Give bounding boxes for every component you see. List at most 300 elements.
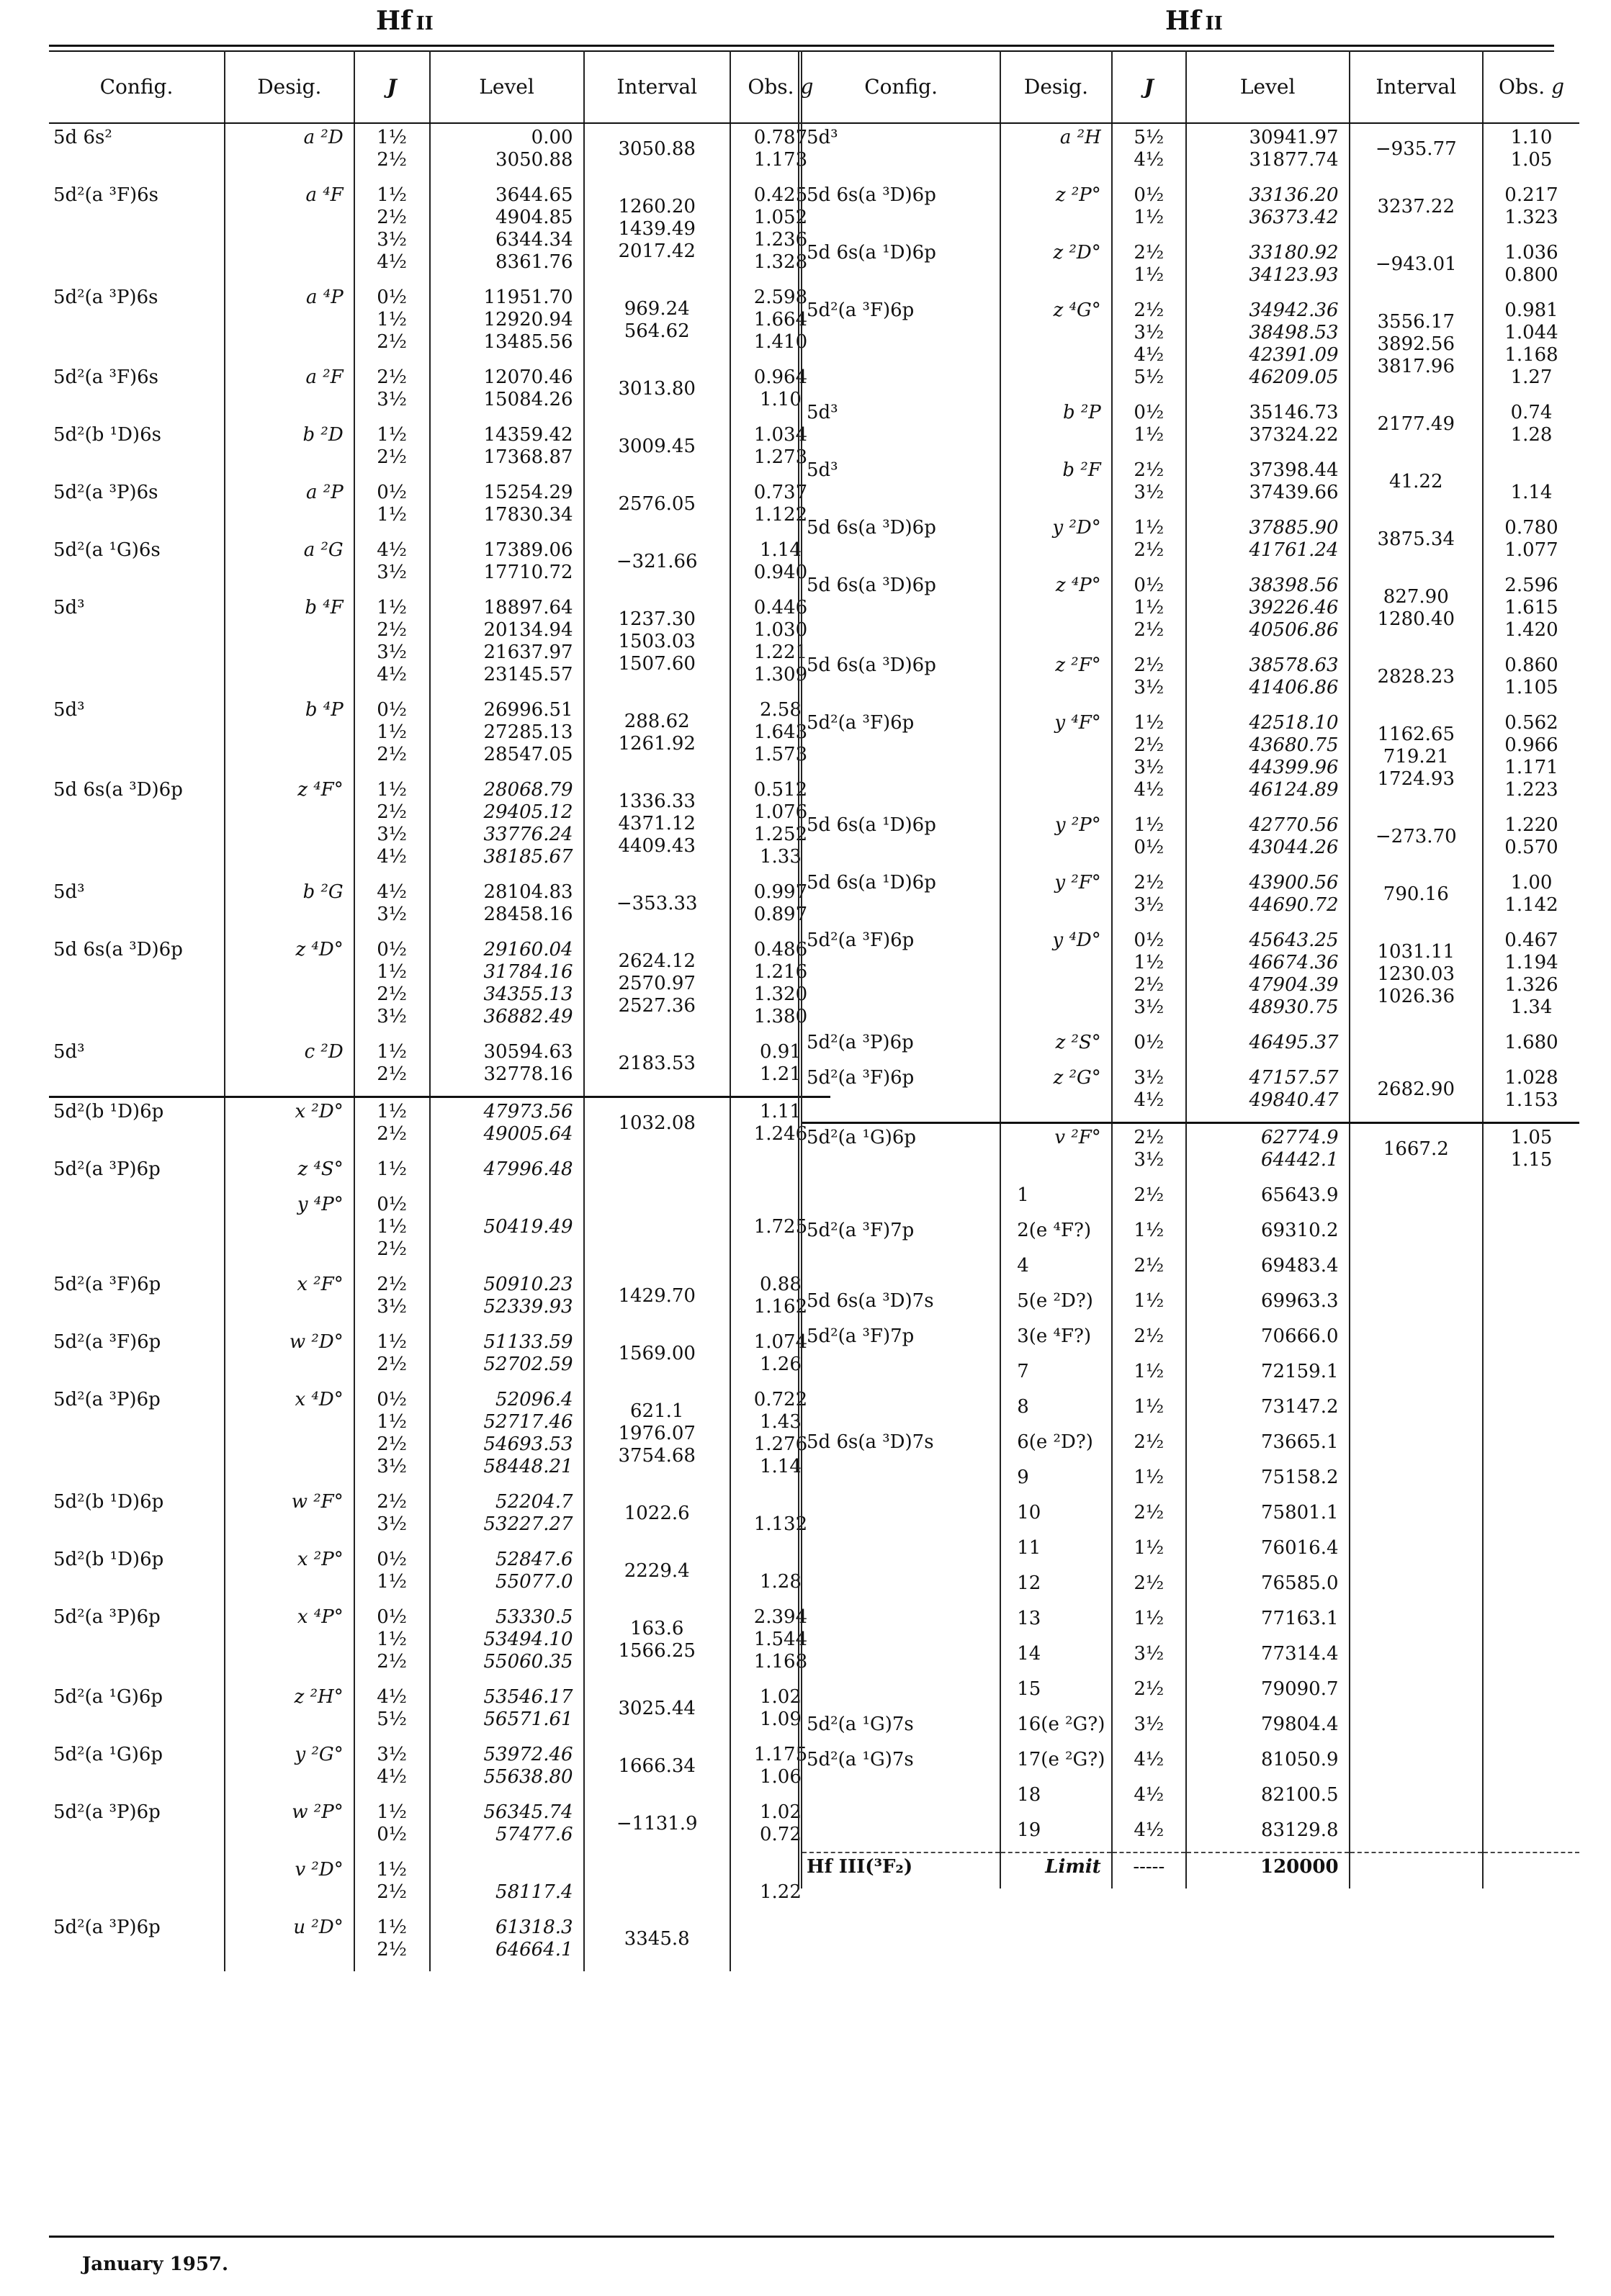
left-level-cell [430, 1386, 584, 1488]
right-j-value: 1½ [1134, 1396, 1165, 1418]
right-interval-cell [1350, 297, 1483, 399]
left-level-value: 6344.34 [495, 229, 573, 251]
right-g-cell [1483, 1499, 1579, 1534]
right-desig: 1 [1017, 1184, 1029, 1206]
left-interval [589, 1274, 725, 1307]
left-j-cell [354, 594, 430, 696]
left-level-value: 27285.13 [483, 721, 573, 743]
left-level-value: 17830.34 [483, 504, 573, 526]
right-interval-value: 2682.90 [1377, 1078, 1455, 1100]
right-desig: 18 [1017, 1784, 1041, 1806]
left-interval-value: 2183.53 [618, 1052, 696, 1074]
left-j-cell [354, 536, 430, 594]
right-desig-cell [1000, 239, 1112, 297]
right-interval [1355, 575, 1478, 631]
right-level-cell [1186, 1323, 1350, 1358]
right-config-cell [800, 399, 1000, 456]
right-level-value: 81050.9 [1261, 1749, 1339, 1770]
right-desig: 10 [1017, 1502, 1041, 1523]
left-level-value: 52847.6 [495, 1549, 573, 1570]
left-config: 5d²(a ³F)6p [53, 1274, 161, 1295]
left-level-value: 12920.94 [483, 309, 573, 330]
right-interval-cell [1350, 1605, 1483, 1640]
right-desig-cell [1000, 1781, 1112, 1816]
left-level [435, 881, 573, 926]
right-config-cell [800, 1534, 1000, 1570]
left-desig-cell [225, 1914, 354, 1971]
right-config: 5d²(a ³F)6p [807, 712, 915, 734]
right-level [1191, 1572, 1339, 1595]
right-desig: z ²P° [1055, 184, 1101, 206]
left-j [359, 1686, 425, 1731]
right-level-value: 79090.7 [1261, 1678, 1339, 1700]
right-level [1191, 1643, 1339, 1665]
left-j [359, 1801, 425, 1846]
left-interval [589, 366, 725, 400]
left-j-value: 4½ [377, 1766, 407, 1788]
right-desig-cell [1000, 1464, 1112, 1499]
right-g-cell [1483, 1358, 1579, 1393]
right-j-value: 2½ [1134, 1184, 1165, 1206]
left-j-value: 4½ [377, 664, 407, 685]
left-interval-value: 1666.34 [618, 1755, 696, 1777]
right-j [1117, 575, 1181, 641]
left-desig: c ²D [304, 1041, 344, 1063]
right-j [1117, 127, 1181, 171]
right-g-cell [1483, 1640, 1579, 1675]
left-level [435, 939, 573, 1028]
left-j-value: 2½ [377, 744, 407, 765]
right-row [800, 1287, 1579, 1323]
right-j [1117, 654, 1181, 699]
right-j-value: 3½ [1134, 677, 1165, 698]
left-desig: w ²P° [292, 1801, 344, 1823]
left-j-value: 1½ [377, 504, 407, 526]
left-j [359, 184, 425, 274]
right-config-cell [800, 1029, 1000, 1064]
left-g-value: 1.246 [753, 1123, 808, 1145]
left-level-value: 56571.61 [483, 1709, 573, 1730]
left-row [49, 1488, 830, 1546]
right-g-value: 1.044 [1504, 322, 1558, 343]
left-j-value: 1½ [377, 1917, 407, 1938]
left-level-cell [430, 696, 584, 776]
left-j [359, 939, 425, 1028]
right-interval-cell [1350, 869, 1483, 927]
left-level [435, 1274, 573, 1318]
left-config: 5d²(a ³P)6p [53, 1606, 161, 1628]
right-interval [1355, 517, 1478, 551]
left-level-value: 53330.5 [495, 1606, 573, 1628]
right-interval-cell [1350, 1534, 1483, 1570]
right-g-cell [1483, 1781, 1579, 1816]
right-row [800, 1464, 1579, 1499]
right-level-cell [1186, 1123, 1350, 1182]
right-level-value: 34123.93 [1249, 264, 1339, 286]
left-j-value: 2½ [377, 619, 407, 641]
right-g-cell [1483, 1464, 1579, 1499]
right-j-cell [1112, 572, 1186, 652]
right-g-cell [1483, 1675, 1579, 1711]
right-level-cell [1186, 1781, 1350, 1816]
left-interval-value: 1439.49 [618, 217, 696, 240]
right-row [800, 1393, 1579, 1428]
right-g-cell [1483, 811, 1579, 869]
left-g-value: 1.14 [759, 1456, 802, 1477]
right-level [1191, 1678, 1339, 1701]
right-g-value: 1.15 [1510, 1149, 1553, 1171]
right-desig: y ²P° [1054, 814, 1101, 836]
left-config: 5d²(a ³P)6s [53, 287, 158, 308]
right-interval [1355, 929, 1478, 1008]
right-row [800, 1029, 1579, 1064]
left-header-desig: Desig. [225, 50, 354, 123]
left-table [49, 50, 830, 1971]
left-level-cell [430, 1038, 584, 1097]
left-desig-cell [225, 936, 354, 1038]
right-level-cell [1186, 1393, 1350, 1428]
right-config: 5d²(a ³P)6p [807, 1032, 914, 1053]
left-g-value: 1.544 [753, 1629, 808, 1650]
left-row [49, 123, 830, 181]
left-j-value: 1½ [377, 961, 407, 983]
right-desig-cell [1000, 1816, 1112, 1852]
right-level-value: 69963.3 [1261, 1290, 1339, 1312]
right-j-value: 0½ [1134, 575, 1165, 596]
left-interval-value: 1260.20 [618, 195, 696, 217]
left-g-value: 1.052 [753, 207, 808, 228]
right-g-value: 0.800 [1504, 264, 1558, 286]
right-config-cell [800, 1252, 1000, 1287]
right-desig-cell [1000, 869, 1112, 927]
right-interval-cell [1350, 514, 1483, 572]
right-j-value: 2½ [1134, 1255, 1165, 1277]
right-g-value: 1.194 [1504, 952, 1558, 973]
right-j [1117, 1537, 1181, 1559]
left-j-value: 0½ [377, 1824, 407, 1845]
right-level-cell [1186, 1287, 1350, 1323]
right-g-cell [1483, 927, 1579, 1029]
right-level [1191, 1819, 1339, 1842]
right-g-cell [1483, 1393, 1579, 1428]
right-interval-value: 3556.17 [1377, 310, 1455, 333]
right-row [800, 709, 1579, 811]
right-j [1117, 1220, 1181, 1242]
right-level-cell [1186, 239, 1350, 297]
left-interval [589, 597, 725, 675]
left-desig: b ⁴P [305, 699, 344, 721]
right-g-value: 0.467 [1504, 929, 1558, 951]
left-config-cell [49, 936, 225, 1038]
left-desig-cell [225, 1156, 354, 1191]
left-interval-value: 3025.44 [618, 1697, 696, 1719]
left-interval [589, 482, 725, 516]
left-level-value: 52339.93 [483, 1296, 573, 1318]
left-level-value: 50910.23 [483, 1274, 573, 1295]
right-level-cell [1186, 181, 1350, 239]
right-g-cell [1483, 1064, 1579, 1123]
right-j [1117, 1325, 1181, 1348]
left-config-cell [49, 1683, 225, 1741]
left-desig: x ²F° [297, 1274, 344, 1295]
right-row [800, 1746, 1579, 1781]
right-level-cell [1186, 456, 1350, 514]
right-interval-cell [1350, 1393, 1483, 1428]
right-config-cell [800, 239, 1000, 297]
left-g-value: 1.276 [753, 1433, 808, 1455]
left-row [49, 1386, 830, 1488]
right-interval [1355, 1127, 1478, 1161]
right-g-cell [1483, 572, 1579, 652]
left-desig: a ⁴F [305, 184, 344, 206]
right-level-cell [1186, 927, 1350, 1029]
left-desig: z ⁴F° [297, 779, 344, 801]
right-interval-cell [1350, 1064, 1483, 1123]
left-level-cell [430, 594, 584, 696]
left-j-value: 0½ [377, 699, 407, 721]
left-g-value: 0.964 [753, 366, 808, 388]
left-level-value: 33776.24 [483, 824, 573, 845]
left-level [435, 1491, 573, 1536]
left-interval-value: 1976.07 [618, 1422, 696, 1444]
right-desig-cell [1000, 123, 1112, 181]
left-j-value: 2½ [377, 801, 407, 823]
left-config: 5d²(a ¹G)6s [53, 539, 161, 561]
left-level-value: 28068.79 [483, 779, 573, 801]
right-g-cell [1483, 1252, 1579, 1287]
right-config: 5d³ [807, 459, 838, 481]
left-j-value: 0½ [377, 287, 407, 308]
left-g-value: 0.425 [753, 184, 808, 206]
right-interval-value: 1667.2 [1383, 1138, 1449, 1160]
left-header-row [49, 50, 830, 123]
right-interval-cell [1350, 1217, 1483, 1252]
right-config-cell [800, 1064, 1000, 1123]
left-j-cell [354, 1097, 430, 1156]
right-g-cell [1483, 1217, 1579, 1252]
left-level-cell [430, 364, 584, 421]
right-interval-cell [1350, 1852, 1483, 1888]
left-interval [589, 939, 725, 1017]
left-level-value: 17389.06 [483, 539, 573, 561]
left-g-value: 0.446 [753, 597, 808, 618]
left-level [435, 1686, 573, 1731]
right-desig: 3(e ⁴F?) [1017, 1325, 1092, 1347]
right-j [1117, 1784, 1181, 1806]
left-level-value: 56345.74 [483, 1801, 573, 1823]
right-j [1117, 459, 1181, 504]
left-interval-cell [584, 1097, 730, 1156]
right-row [800, 514, 1579, 572]
right-g [1488, 402, 1575, 446]
right-desig: y ⁴F° [1054, 712, 1101, 734]
left-j [359, 127, 425, 171]
right-interval-cell [1350, 1358, 1483, 1393]
left-j-value: 2½ [377, 1491, 407, 1513]
left-interval [589, 1389, 725, 1467]
left-desig: a ⁴P [306, 287, 344, 308]
right-g-value: 1.153 [1504, 1089, 1558, 1111]
right-g-cell [1483, 1534, 1579, 1570]
left-desig-cell [225, 421, 354, 479]
left-level [435, 1041, 573, 1086]
left-g-value: 1.10 [759, 389, 802, 410]
left-level-value: 47973.56 [483, 1101, 573, 1122]
right-j [1117, 1856, 1181, 1878]
right-level-value: 82100.5 [1261, 1784, 1339, 1806]
left-config-cell [49, 1386, 225, 1488]
right-desig: 4 [1017, 1255, 1029, 1277]
left-j-cell [354, 776, 430, 878]
left-desig: a ²F [305, 366, 344, 388]
right-g-value: 0.570 [1504, 837, 1558, 858]
right-interval-cell [1350, 1675, 1483, 1711]
right-desig-cell [1000, 1746, 1112, 1781]
left-interval-cell [584, 1271, 730, 1328]
left-j-value: 2½ [377, 983, 407, 1005]
left-level-value: 29405.12 [483, 801, 573, 823]
right-interval-cell [1350, 1746, 1483, 1781]
left-interval-cell [584, 364, 730, 421]
right-g-value: 1.27 [1510, 366, 1553, 388]
left-desig-cell [225, 1798, 354, 1856]
left-j-value: 0½ [377, 1194, 407, 1215]
left-config-cell [49, 123, 225, 181]
right-config-cell [800, 1181, 1000, 1217]
right-desig-cell [1000, 1675, 1112, 1711]
right-level [1191, 872, 1339, 917]
left-desig: x ²D° [295, 1101, 344, 1122]
left-level-value: 57477.6 [495, 1824, 573, 1845]
right-level-value: 47157.57 [1249, 1067, 1339, 1089]
right-desig-cell [1000, 1064, 1112, 1123]
right-config-cell [800, 1287, 1000, 1323]
left-interval-cell [584, 1741, 730, 1798]
left-j-value: 2½ [377, 366, 407, 388]
right-row [800, 123, 1579, 181]
left-g-value: 1.175 [753, 1744, 808, 1765]
left-level-value [435, 1238, 573, 1261]
right-level-value: 35146.73 [1249, 402, 1339, 423]
right-level-value: 48930.75 [1249, 996, 1339, 1018]
left-g-value: 1.33 [759, 846, 802, 868]
left-g-value: 1.09 [759, 1709, 802, 1730]
left-row [49, 536, 830, 594]
right-j-value: 1½ [1134, 424, 1165, 446]
left-level-cell [430, 776, 584, 878]
left-j-cell [354, 1271, 430, 1328]
right-config-cell [800, 123, 1000, 181]
left-g-value: 0.72 [759, 1824, 802, 1845]
left-config-cell [49, 776, 225, 878]
left-config-cell [49, 594, 225, 696]
left-j [359, 539, 425, 584]
left-row [49, 181, 830, 284]
right-j-cell [1112, 1640, 1186, 1675]
left-g-value: 1.309 [753, 664, 808, 685]
right-j-value: 4½ [1134, 1819, 1165, 1841]
right-config: 5d³ [807, 402, 838, 423]
right-desig-cell [1000, 1605, 1112, 1640]
left-desig-cell [225, 123, 354, 181]
right-row [800, 1181, 1579, 1217]
right-header-g-symbol: g [1551, 74, 1564, 99]
right-config-cell [800, 652, 1000, 709]
left-g-value: 1.252 [753, 824, 808, 845]
right-j [1117, 1749, 1181, 1771]
right-desig-cell [1000, 1711, 1112, 1746]
right-j-cell [1112, 1252, 1186, 1287]
right-desig-cell [1000, 514, 1112, 572]
right-config-cell [800, 456, 1000, 514]
left-j-value: 3½ [377, 1296, 407, 1318]
right-config-cell [800, 1711, 1000, 1746]
left-interval-value: 4371.12 [618, 812, 696, 834]
right-j-value: 3½ [1134, 996, 1165, 1018]
right-g [1488, 300, 1575, 389]
left-desig: y ²G° [295, 1744, 344, 1765]
left-row [49, 1798, 830, 1856]
right-config-cell [800, 572, 1000, 652]
left-j-value: 0½ [377, 482, 407, 503]
left-config-cell [49, 1546, 225, 1603]
left-row [49, 776, 830, 878]
right-config-cell [800, 1499, 1000, 1534]
left-g-value: 1.173 [753, 149, 808, 171]
right-interval-cell [1350, 123, 1483, 181]
left-desig-cell [225, 1386, 354, 1488]
left-desig-cell [225, 1683, 354, 1741]
right-j [1117, 1678, 1181, 1701]
right-level-value: 41761.24 [1249, 539, 1339, 561]
left-level-cell [430, 878, 584, 936]
left-interval-value: 1429.70 [618, 1284, 696, 1307]
left-g-value: 1.030 [753, 619, 808, 641]
left-interval-value: 1261.92 [618, 732, 696, 755]
left-config: 5d²(a ³F)6s [53, 366, 159, 388]
left-j [359, 1389, 425, 1478]
right-level [1191, 575, 1339, 641]
left-interval [589, 184, 725, 263]
left-config: 5d 6s² [53, 127, 112, 148]
left-desig: z ⁴D° [295, 939, 344, 960]
left-interval-cell [584, 696, 730, 776]
right-config: 5d 6s(a ³D)6p [807, 654, 936, 676]
right-interval-cell [1350, 1181, 1483, 1217]
right-g-value: 1.00 [1510, 872, 1553, 893]
left-j-cell [354, 936, 430, 1038]
left-j-value: 3½ [377, 1006, 407, 1027]
right-interval-value: 1724.93 [1377, 767, 1455, 790]
right-j-value: 4½ [1134, 1749, 1165, 1770]
right-config: 5d²(a ³F)6p [807, 300, 915, 321]
left-g-value: 2.598 [753, 287, 808, 308]
right-desig: 14 [1017, 1643, 1041, 1665]
left-level-cell [430, 421, 584, 479]
left-row [49, 364, 830, 421]
left-interval-value: 564.62 [624, 320, 690, 342]
right-g [1488, 929, 1575, 1019]
left-j [359, 1274, 425, 1318]
left-config: 5d²(b ¹D)6p [53, 1549, 164, 1570]
left-level-value: 3050.88 [495, 149, 573, 171]
right-desig: 8 [1017, 1396, 1029, 1418]
right-row [800, 1816, 1579, 1852]
left-g-value: 1.14 [759, 539, 802, 561]
left-level [435, 779, 573, 868]
left-level-value: 53494.10 [483, 1629, 573, 1650]
right-j-value: 1½ [1134, 1467, 1165, 1488]
